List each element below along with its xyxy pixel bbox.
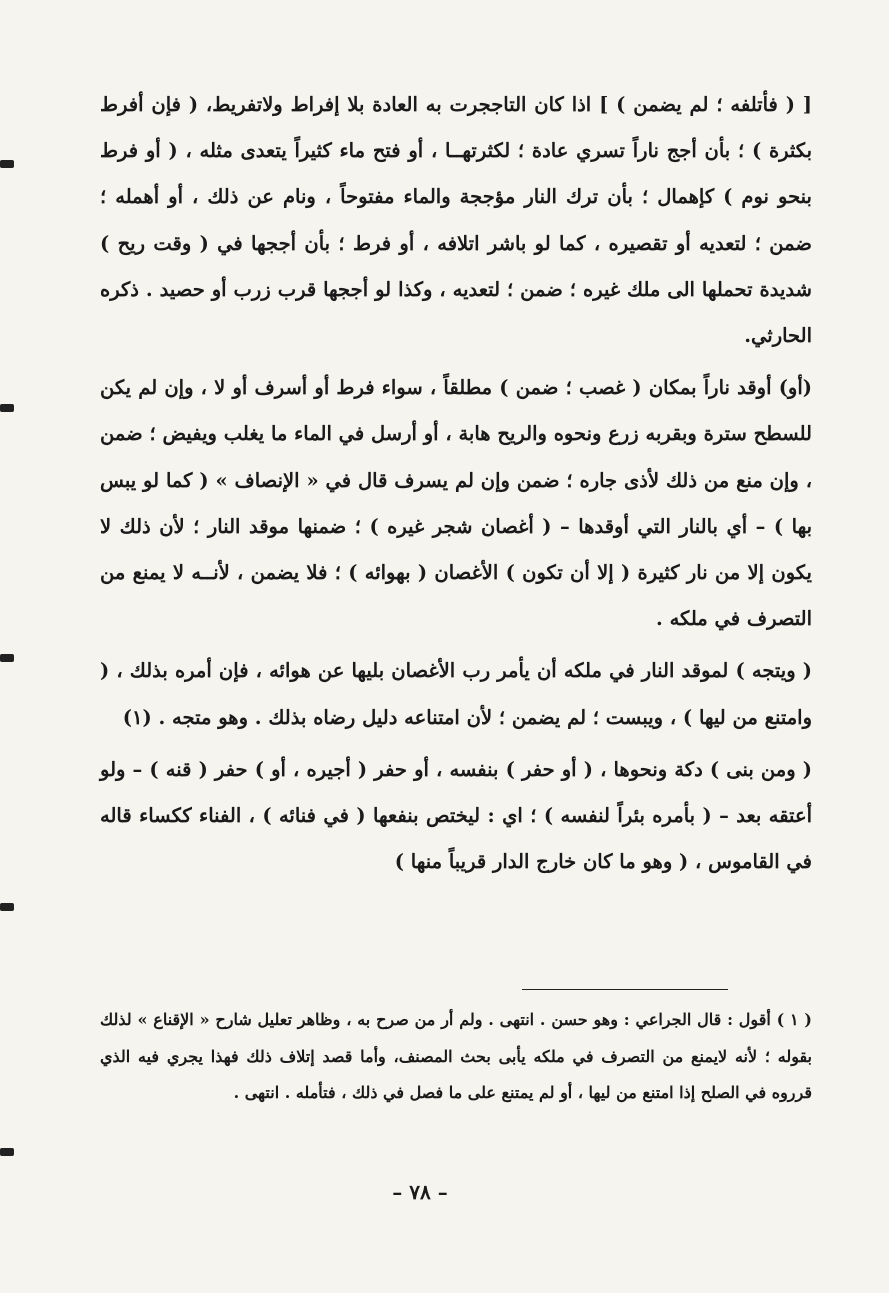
footnote-text: ( ١ ) أقول : قال الجراعي : وهو حسن . انتهى . ولم أر من صرح به ، وظاهر تعليل شارح « الإقناع » لذلك بقوله ؛ لأنه لايمنع من التصرف في ملكه يأبى بحث المصنف، وأما قصد إتلاف ذلك فهذا يجري فيه الذي قرروه في الصلح إذا امتنع من ليها ، أو لم يمتنع على ما فصل في ذلك ، فتأمله . انتهى . bbox=[100, 1010, 813, 1102]
page-number: – ٧٨ – bbox=[392, 1180, 448, 1204]
scan-edge-mark bbox=[0, 903, 14, 911]
paragraph: [ ( فأتلفه ؛ لم يضمن ) ] اذا كان التاججرت به العادة بلا إفراط ولاتفريط، ( فإن أفرط بكثرة ) ؛ بأن أجج ناراً تسري عادة ؛ لكثرتهــا ، أو فتح ماء كثيراً يتعدى مثله ، ( أو فرط بنحو نوم ) كإهمال ؛ بأن ترك النار مؤججة والماء مفتوحاً ، ونام عن ذلك ، أو أهمله ؛ ضمن ؛ لتعديه أو تقصيره ، كما لو باشر اتلافه ، أو فرط ؛ بأن أججها في ( وقت ريح ) شديدة تحملها الى ملك غيره ؛ ضمن ؛ لتعديه ، وكذا لو أججها قرب زرب أو حصيد . ذكره الحارثي. bbox=[100, 93, 812, 348]
paragraph: (أو) أوقد ناراً بمكان ( غصب ؛ ضمن ) مطلقاً ، سواء فرط أو أسرف أو لا ، وإن لم يكن للسطح سترة وبقربه زرع ونحوه والريح هابة ، أو أرسل في الماء ما يغلب ويفيض ؛ ضمن ، وإن منع من ذلك لأذى جاره ؛ ضمن وإن لم يسرف قال في « الإنصاف » ( كما لو يبس بها ) – أي بالنار التي أوقدها – ( أغصان شجر غيره ) ؛ ضمنها موقد النار ؛ لأن ذلك لا يكون إلا من نار كثيرة ( إلا أن تكون ) الأغصان ( بهوائه ) ؛ فلا يضمن ، لأنــه لا يمنع من التصرف في ملكه . bbox=[100, 376, 812, 631]
footnote-divider bbox=[522, 989, 728, 990]
footnote bbox=[100, 1002, 812, 1112]
scan-edge-mark bbox=[0, 654, 14, 662]
scan-edge-mark bbox=[0, 1148, 14, 1156]
scan-edge-mark bbox=[0, 160, 14, 168]
main-text bbox=[100, 82, 812, 885]
paragraph: ( ومن بنى ) دكة ونحوها ، ( أو حفر ) بنفسه ، أو حفر ( أجيره ، أو ) حفر ( قنه ) – ولو أعتقه بعد – ( بأمره بئراً لنفسه ) ؛ اي : ليختص بنفعها ( في فنائه ) ، الفناء ككساء قاله في القاموس ، ( وهو ما كان خارج الدار قريباً منها ) bbox=[100, 757, 812, 874]
paragraph: ( ويتجه ) لموقد النار في ملكه أن يأمر رب الأغصان بليها عن هوائه ، فإن أمره بذلك ، ( وامتنع من ليها ) ، ويبست ؛ لم يضمن ؛ لأن امتناعه دليل رضاه بذلك . وهو متجه . (١) bbox=[100, 659, 812, 729]
scan-edge-mark bbox=[0, 404, 14, 412]
